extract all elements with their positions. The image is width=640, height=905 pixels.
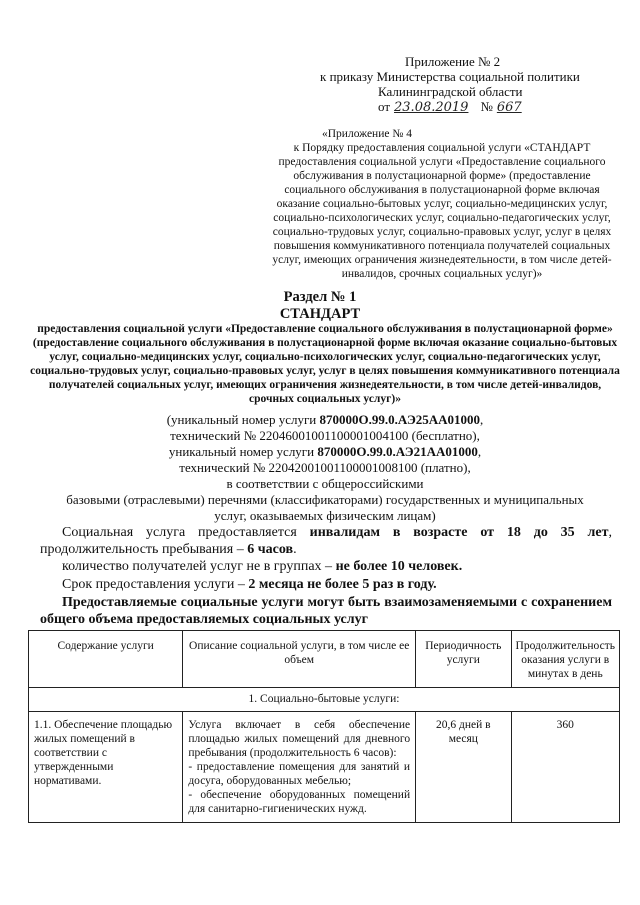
term-value: 2 месяца не более 5 раз в году. — [248, 577, 437, 592]
row-periodicity: 20,6 дней в месяц — [416, 712, 511, 823]
term-paragraph — [40, 576, 612, 593]
header-duration: Продолжительность оказания услуги в минутах в день — [511, 631, 619, 688]
appendix-ref-body: к Порядку предоставления социальной услуги «СТАНДАРТ предоставления социальной услуги «Предоставление социального обслуживания в полустационарной форме» (предоставление социального обслуживания в полустационарной форме включая оказание социально-бытовых услуг, социально-медицинских услуг, социально-психологических услуг, социально-педагогических услуг, социально-трудовых услуг, социально-правовых услуг, услуг в целях повышения коммуникативного потенциала получателей социальных услуг, имеющих ограничения жизнедеятельности, в том числе детей-инвалидов, срочных социальных услуг)» — [272, 142, 612, 280]
service-id-line-2 — [30, 444, 620, 460]
handwritten-date: 23.08.2019 — [394, 100, 469, 115]
service-code-2: 870000О.99.0.АЭ21АА01000 — [317, 444, 478, 459]
recipients-age: инвалидам в возрасте от 18 до 35 лет — [309, 525, 609, 540]
classifier-line-2: базовыми (отраслевыми) перечнями (классификаторами) государственных и муниципальных — [66, 492, 584, 507]
header-description: Описание социальной услуги, в том числе ее объем — [183, 631, 416, 688]
id-prefix: (уникальный номер услуги — [166, 412, 320, 427]
group-size-pre: количество получателей услуг не в группах – — [62, 559, 336, 574]
services-table — [28, 630, 620, 823]
appendix-date-line — [300, 99, 600, 115]
service-code-1: 870000О.99.0.АЭ25АА01000 — [319, 412, 481, 427]
id-suffix: , — [477, 444, 482, 459]
from-label: от — [378, 99, 391, 114]
number-label: № — [480, 99, 493, 114]
interchangeable-note: Предоставляемые социальные услуги могут быть взаимозаменяемыми с сохранением общего объема предоставляемых социальных услуг — [40, 595, 612, 627]
term-pre: Срок предоставления услуги – — [62, 577, 249, 592]
row-duration: 360 — [511, 712, 619, 823]
recipients-mid: , продолжительность пребывания – — [40, 525, 612, 557]
appendix-number: Приложение № 2 — [405, 54, 501, 69]
appendix-region: Калининградской области — [378, 84, 523, 99]
technical-number-2: технический № 22042001001100001008100 (платно), — [179, 460, 471, 475]
header-periodicity: Периодичность услуги — [416, 631, 511, 688]
section-heading: Раздел № 1 — [283, 289, 357, 305]
recipients-paragraph — [40, 524, 612, 558]
technical-number-1: технический № 22046001001100001004100 (бесплатно), — [170, 428, 480, 443]
stay-duration: 6 часов — [247, 542, 294, 557]
header-content: Содержание услуги — [29, 631, 183, 688]
table-header-row — [29, 631, 620, 688]
classifier-line-1: в соответствии с общероссийскими — [226, 476, 424, 491]
table-row — [29, 712, 620, 823]
recipients-pre: Социальная услуга предоставляется — [62, 525, 310, 540]
handwritten-number: 667 — [496, 100, 522, 115]
table-section-row — [29, 688, 620, 712]
appendix-main — [300, 54, 600, 115]
section-title-cell: 1. Социально-бытовые услуги: — [29, 688, 620, 712]
row-content: 1.1. Обеспечение площадью жилых помещений в соответствии с утвержденными нормативами. — [29, 712, 183, 823]
appendix-order: к приказу Министерства социальной политики — [320, 69, 580, 84]
group-size-value: не более 10 человек. — [335, 559, 463, 574]
section-description: предоставления социальной услуги «Предоставление социального обслуживания в полустационарной форме» (предоставление социального обслуживания в полустационарной форме включая оказание социально-бытовых услуг, социально-медицинских услуг, социально-психологических услуг, социально-педагогических услуг, социально-трудовых услуг, социально-правовых услуг, услуг в целях повышения коммуникативного потенциала получателей социальных услуг, имеющих ограничения жизнедеятельности, в том числе детей-инвалидов, срочных социальных услуг)» — [30, 323, 620, 405]
id-prefix: уникальный номер услуги — [168, 444, 318, 459]
row-description: Услуга включает в себя обеспечение площадью жилых помещений для дневного пребывания (продолжительность 6 часов): - предоставление помещения для занятий и досуга, оборудованных мебелью; - обеспечение оборудованных помещений для санитарно-гигиенических нужд. — [183, 712, 416, 823]
section-subheading: СТАНДАРТ — [279, 306, 361, 322]
appendix-ref-title: «Приложение № 4 — [322, 128, 412, 140]
recipients-end: . — [293, 542, 297, 557]
service-id-line-1 — [30, 412, 620, 428]
classifier-line-3: услуг, оказываемых физическим лицам) — [214, 508, 436, 523]
appendix-reference — [262, 127, 622, 281]
group-size-paragraph — [40, 558, 612, 575]
id-suffix: , — [480, 412, 484, 427]
